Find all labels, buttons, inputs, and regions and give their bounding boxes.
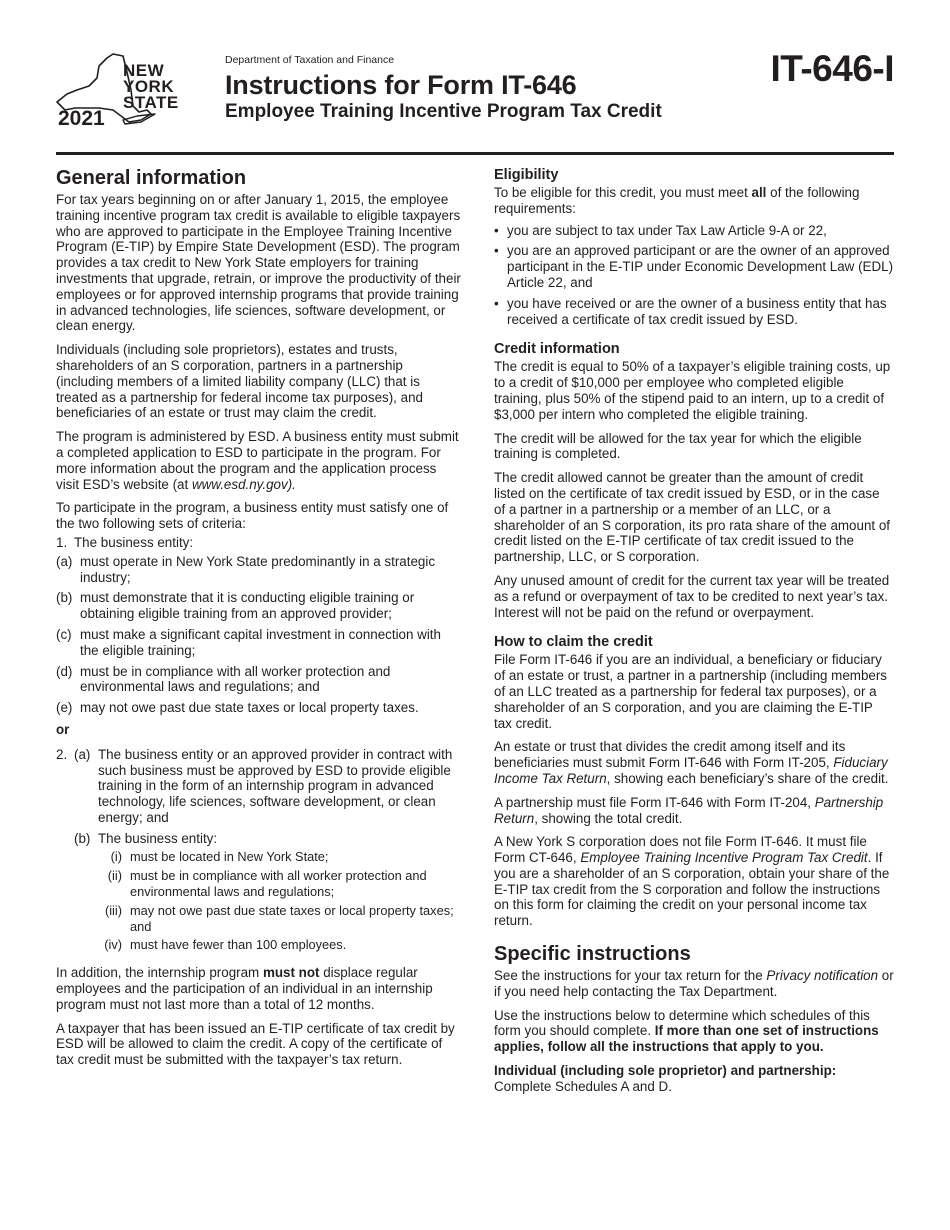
criteria-2a <box>56 747 461 826</box>
eligibility-intro <box>494 185 894 217</box>
eligibility-intro-c: of the following requirements: <box>494 185 860 216</box>
claim-p2-c: , showing each beneficiary’s share of the credit. <box>606 770 889 786</box>
list-item <box>102 868 461 900</box>
list-item <box>56 627 461 659</box>
list-item-label: (a) <box>56 553 73 569</box>
list-item <box>102 937 461 953</box>
claim-p4-c: . If you are a shareholder of an S corporation, obtain your share of the E-TIP tax credit from the S corporation and follow the instructions on this form for claiming the credit on your personal income tax return. <box>494 850 890 929</box>
criteria-2b-text: The business entity: <box>98 830 218 846</box>
credit-info-heading: Credit information <box>494 341 620 358</box>
individual-partnership-text: Complete Schedules A and D. <box>494 1078 672 1094</box>
list-item <box>56 700 461 716</box>
criteria-1-text: The business entity: <box>74 534 194 550</box>
criteria-2b <box>74 831 461 847</box>
claim-p3-form-name: Partnership Return <box>494 794 884 826</box>
eligibility-bullet: • you are subject to tax under Tax Law Article 9-A or 22, <box>494 223 894 239</box>
list-item <box>102 903 461 935</box>
logo-word-new: NEW <box>123 61 165 80</box>
general-info-heading: General information <box>56 167 247 189</box>
specific-p1-c: or if you need help contacting the Tax Department. <box>494 968 894 999</box>
or-separator: or <box>56 721 70 737</box>
claim-p4-a: A New York S corporation does not file Form IT-646. It must file Form CT-646, <box>494 834 867 866</box>
list-item-text: must demonstrate that it is conducting eligible training or obtaining eligible training from an approved provider; <box>80 590 415 622</box>
individual-partnership-label: Individual (including sole proprietor) and partnership: <box>494 1063 837 1079</box>
logo-year: 2021 <box>58 107 105 130</box>
criteria-2a-label: (a) <box>74 746 91 762</box>
claim-p2-form-name: Fiduciary Income Tax Return <box>494 755 888 786</box>
criteria-1-number: 1. <box>56 534 68 550</box>
criteria-1-list <box>56 554 461 716</box>
general-info-paragraph-3 <box>56 429 461 492</box>
credit-info-paragraph-2: The credit will be allowed for the tax year for which the eligible training is completed. <box>494 430 862 462</box>
claim-paragraph-2 <box>494 739 894 786</box>
criteria-2b-label: (b) <box>74 830 91 846</box>
list-item-text: must have fewer than 100 employees. <box>130 937 347 953</box>
general-info-paragraph-2: Individuals (including sole proprietors), estates and trusts, shareholders of an S corporation, partners in a partnership (including members of a limited liability company (LLC) that is treated as a partnership for federal income tax purposes), and beneficiaries of an estate or trust may claim the credit. <box>56 342 423 421</box>
claim-paragraph-3 <box>494 795 894 827</box>
criteria-2a-text: The business entity or an approved provider in contract with such business must be approved by ESD to provide eligible training in the form of an internship program in advanced technology, life sciences, software development, or clean energy; and <box>98 746 453 825</box>
list-item <box>102 849 461 865</box>
list-item-text: must be in compliance with all worker protection and environmental laws and regulations; and <box>80 663 391 695</box>
p5-text-c: displace regular employees and the participation of an individual in an internship program must not last more than a total of 12 months. <box>56 965 433 1012</box>
criteria-2-number: 2. <box>56 746 68 762</box>
general-info-paragraph-1: For tax years beginning on or after January 1, 2015, the employee training incentive program tax credit is available to eligible taxpayers who are approved to participate in the Employee Training Incentive Program (E-TIP) by Empire State Development (ESD). The program provides a tax credit to New York State employers for training investments that upgrade, retrain, or improve the productivity of their employees or for approved internship programs that provide training in advanced technologies, life sciences, software development, or clean energy. <box>56 192 461 334</box>
list-item-text: may not owe past due state taxes or local property taxes. <box>80 700 419 716</box>
eligibility-intro-a: To be eligible for this credit, you must meet <box>494 185 752 200</box>
paragraph-3-text: The program is administered by ESD. A business entity must submit a completed application to ESD to participate in the program. For more information about the program and the application process visit ESD’s website (at <box>56 429 459 492</box>
list-item-text: must operate in New York State predominantly in a strategic industry; <box>80 553 436 585</box>
claim-p4-form-name: Employee Training Incentive Program Tax Credit <box>580 850 868 866</box>
claim-paragraph-1: File Form IT-646 if you are an individual, a beneficiary or fiduciary of an estate or trust, a partner in a partnership (including members of an LLC treated as a partnership for federal tax purposes), or a shareholder of an S corporation, and you are claiming the E-TIP tax credit. <box>494 652 887 731</box>
criteria-1 <box>56 535 461 551</box>
department-name: Department of Taxation and Finance <box>225 54 395 66</box>
page-subtitle: Employee Training Incentive Program Tax Credit <box>225 101 662 122</box>
criteria-2b-list <box>102 849 461 953</box>
list-item-label: (ii) <box>107 868 122 884</box>
credit-info-paragraph-4: Any unused amount of credit for the current tax year will be treated as a refund or overpayment of tax to be credited to next year’s tax. Interest will not be paid on the refund or overpayment. <box>494 572 890 620</box>
list-item-label: (c) <box>56 626 72 642</box>
specific-p2-a: Use the instructions below to determine which schedules of this form you should complete. <box>494 1007 870 1039</box>
nys-logo <box>55 50 185 135</box>
eligibility-list <box>494 223 894 328</box>
credit-info-paragraph-3: The credit allowed cannot be greater than the amount of credit listed on the certificate of tax credit issued by ESD, or in the case of a partner in a partnership or a member of an LLC, or a shareholder of an S corporation, its pro rata share of the amount of credit listed on the E-TIP certificate of tax credit issued to the partnership, LLC, or S corporation. <box>494 470 890 565</box>
specific-p1-a: See the instructions for your tax return for the <box>494 968 767 984</box>
specific-paragraph-1 <box>494 968 894 1000</box>
list-item <box>56 554 461 586</box>
general-info-paragraph-5 <box>56 965 461 1012</box>
list-item-label: (iv) <box>104 937 122 953</box>
claim-p3-a: A partnership must file Form IT-646 with Form IT-204, <box>494 794 815 810</box>
claim-heading: How to claim the credit <box>494 634 653 651</box>
p5-emphasis: must not <box>262 965 320 981</box>
left-column <box>56 166 461 1076</box>
claim-p3-c: , showing the total credit. <box>534 810 683 826</box>
list-item <box>56 590 461 622</box>
logo-word-york: YORK <box>123 77 175 96</box>
general-info-paragraph-4: To participate in the program, a business entity must satisfy one of the two following sets of criteria: <box>56 500 449 532</box>
eligibility-bullet: • you have received or are the owner of a business entity that has received a certificate of tax credit issued by ESD. <box>494 296 894 328</box>
list-item-label: (b) <box>56 590 73 606</box>
form-id: IT-646-I <box>770 48 894 89</box>
privacy-notification-ref: Privacy notification <box>766 968 879 984</box>
specific-paragraph-3 <box>494 1063 894 1095</box>
eligibility-heading: Eligibility <box>494 167 559 183</box>
specific-p2-emphasis: If more than one set of instructions applies, follow all the instructions that apply to you. <box>494 1023 879 1055</box>
page-title: Instructions for Form IT-646 <box>225 70 577 100</box>
list-item <box>56 664 461 696</box>
eligibility-bullet: • you are an approved participant or are the owner of an approved participant in the E-TIP under Economic Development Law (EDL) Article 22, and <box>494 243 894 290</box>
list-item-text: may not owe past due state taxes or local property taxes; and <box>130 902 454 934</box>
header-divider <box>56 152 894 155</box>
claim-p2-a: An estate or trust that divides the credit among itself and its beneficiaries must submit Form IT-646 with Form IT-205, <box>494 739 846 771</box>
list-item-text: must make a significant capital investment in connection with the eligible training; <box>80 626 441 658</box>
esd-website-link[interactable]: www.esd.ny.gov). <box>191 476 296 492</box>
specific-instructions-heading: Specific instructions <box>494 943 691 966</box>
list-item-text: must be in compliance with all worker protection and environmental laws and regulations; <box>130 868 427 900</box>
eligibility-intro-emphasis: all <box>751 185 767 200</box>
list-item-label: (iii) <box>104 902 122 918</box>
credit-info-paragraph-1: The credit is equal to 50% of a taxpayer’s eligible training costs, up to a credit of $10,000 per employee who completed eligible training, plus 50% of the stipend paid to an intern, up to a credit of $3,000 per intern who completed the eligible training. <box>494 359 891 422</box>
list-item-label: (d) <box>56 663 73 679</box>
list-item-label: (e) <box>56 700 73 716</box>
general-info-paragraph-6: A taxpayer that has been issued an E-TIP certificate of tax credit by ESD will be allowed to claim the credit. A copy of the certificate of tax credit must be submitted with the taxpayer’s tax return. <box>56 1020 455 1068</box>
specific-paragraph-2 <box>494 1008 894 1055</box>
p5-text-a: In addition, the internship program <box>56 965 263 981</box>
list-item-text: must be located in New York State; <box>130 849 329 865</box>
logo-word-state: STATE <box>123 93 179 112</box>
claim-paragraph-4 <box>494 834 894 929</box>
right-column <box>494 166 894 1103</box>
list-item-label: (i) <box>110 849 122 865</box>
